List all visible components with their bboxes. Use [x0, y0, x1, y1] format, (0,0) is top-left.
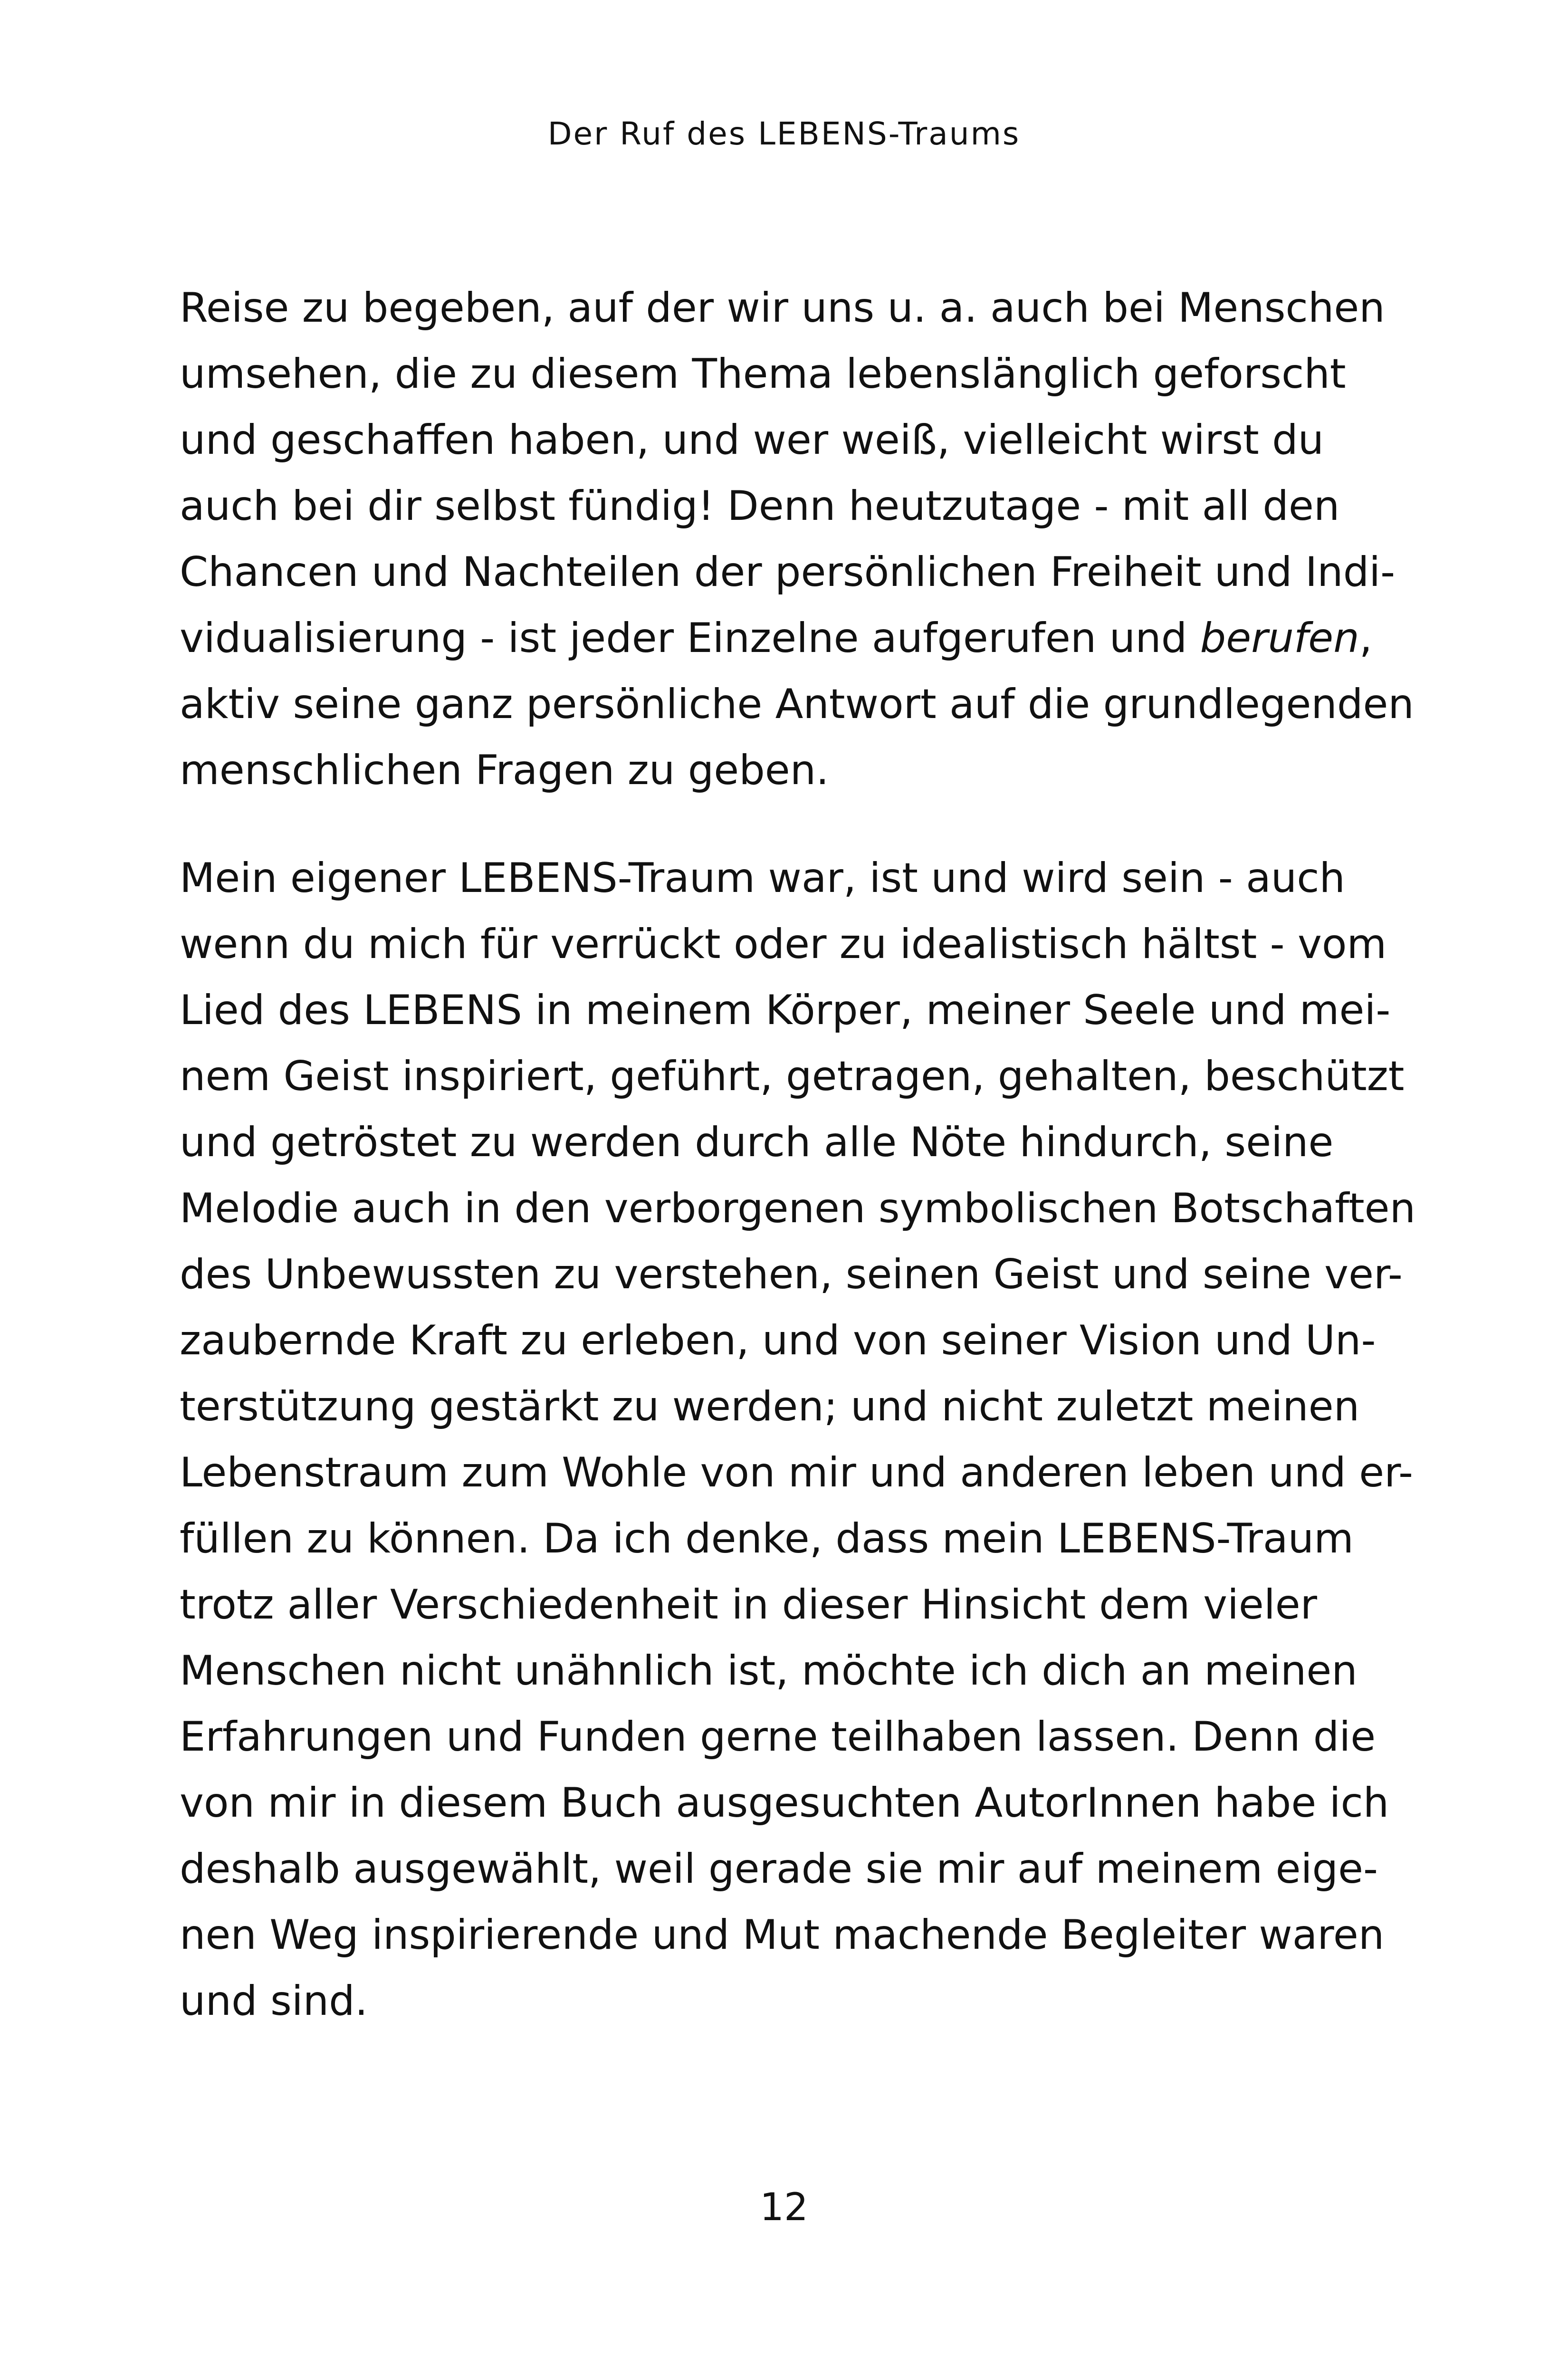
text-line: nem Geist inspiriert, geführt, getragen, gehalten, beschützt [180, 1053, 1405, 1100]
text-line: des Unbewussten zu verstehen, seinen Geist und seine ver- [180, 1251, 1403, 1298]
text-line: Erfahrungen und Funden gerne teilhaben lassen. Denn die [180, 1713, 1376, 1761]
text-line: füllen zu können. Da ich denke, dass mein LEBENS-Traum [180, 1515, 1354, 1562]
text-line: deshalb ausgewählt, weil gerade sie mir auf meinem eige- [180, 1845, 1378, 1893]
text-line: Chancen und Nachteilen der persönlichen Freiheit und Indi- [180, 548, 1396, 596]
text-line: Lebenstraum zum Wohle von mir und anderen leben und er- [180, 1449, 1413, 1496]
text-line: und geschaffen haben, und wer weiß, vielleicht wirst du [180, 416, 1324, 464]
text-line: aktiv seine ganz persönliche Antwort auf die grundlegenden [180, 680, 1414, 728]
paragraph-2 [180, 845, 1416, 2034]
text-line: und sind. [180, 1977, 368, 2025]
page-number: 12 [760, 2185, 808, 2229]
text-line: Reise zu begeben, auf der wir uns u. a. auch bei Menschen [180, 284, 1385, 332]
line-text-post: , [1359, 614, 1373, 662]
text-line: Mein eigener LEBENS-Traum war, ist und wird sein - auch [180, 854, 1346, 902]
text-line: Lied des LEBENS in meinem Körper, meiner Seele und mei- [180, 987, 1391, 1034]
text-line: von mir in diesem Buch ausgesuchten AutorInnen habe ich [180, 1779, 1389, 1827]
text-line: menschlichen Fragen zu geben. [180, 747, 829, 794]
paragraph-1 [180, 275, 1414, 804]
text-line: terstützung gestärkt zu werden; und nicht zuletzt meinen [180, 1383, 1360, 1430]
text-line: und getröstet zu werden durch alle Nöte hindurch, seine [180, 1119, 1334, 1166]
emphasis-berufen: berufen [1200, 614, 1359, 662]
text-line: trotz aller Verschiedenheit in dieser Hinsicht dem vieler [180, 1581, 1317, 1629]
text-line: nen Weg inspirierende und Mut machende Begleiter waren [180, 1911, 1385, 1959]
running-header: Der Ruf des LEBENS-Traums [547, 115, 1021, 152]
text-line: zaubernde Kraft zu erleben, und von seiner Vision und Un- [180, 1317, 1376, 1364]
text-line: Melodie auch in den verborgenen symbolischen Botschaften [180, 1185, 1416, 1232]
text-line: umsehen, die zu diesem Thema lebenslänglich geforscht [180, 350, 1346, 398]
text-line: Menschen nicht unähnlich ist, möchte ich dich an meinen [180, 1647, 1358, 1695]
line-text-pre: vidualisierung - ist jeder Einzelne aufgerufen und [180, 614, 1187, 662]
text-line: auch bei dir selbst fündig! Denn heutzutage - mit all den [180, 482, 1340, 530]
text-line: wenn du mich für verrückt oder zu idealistisch hältst - vom [180, 920, 1387, 968]
text-line-with-emphasis [180, 605, 1373, 671]
